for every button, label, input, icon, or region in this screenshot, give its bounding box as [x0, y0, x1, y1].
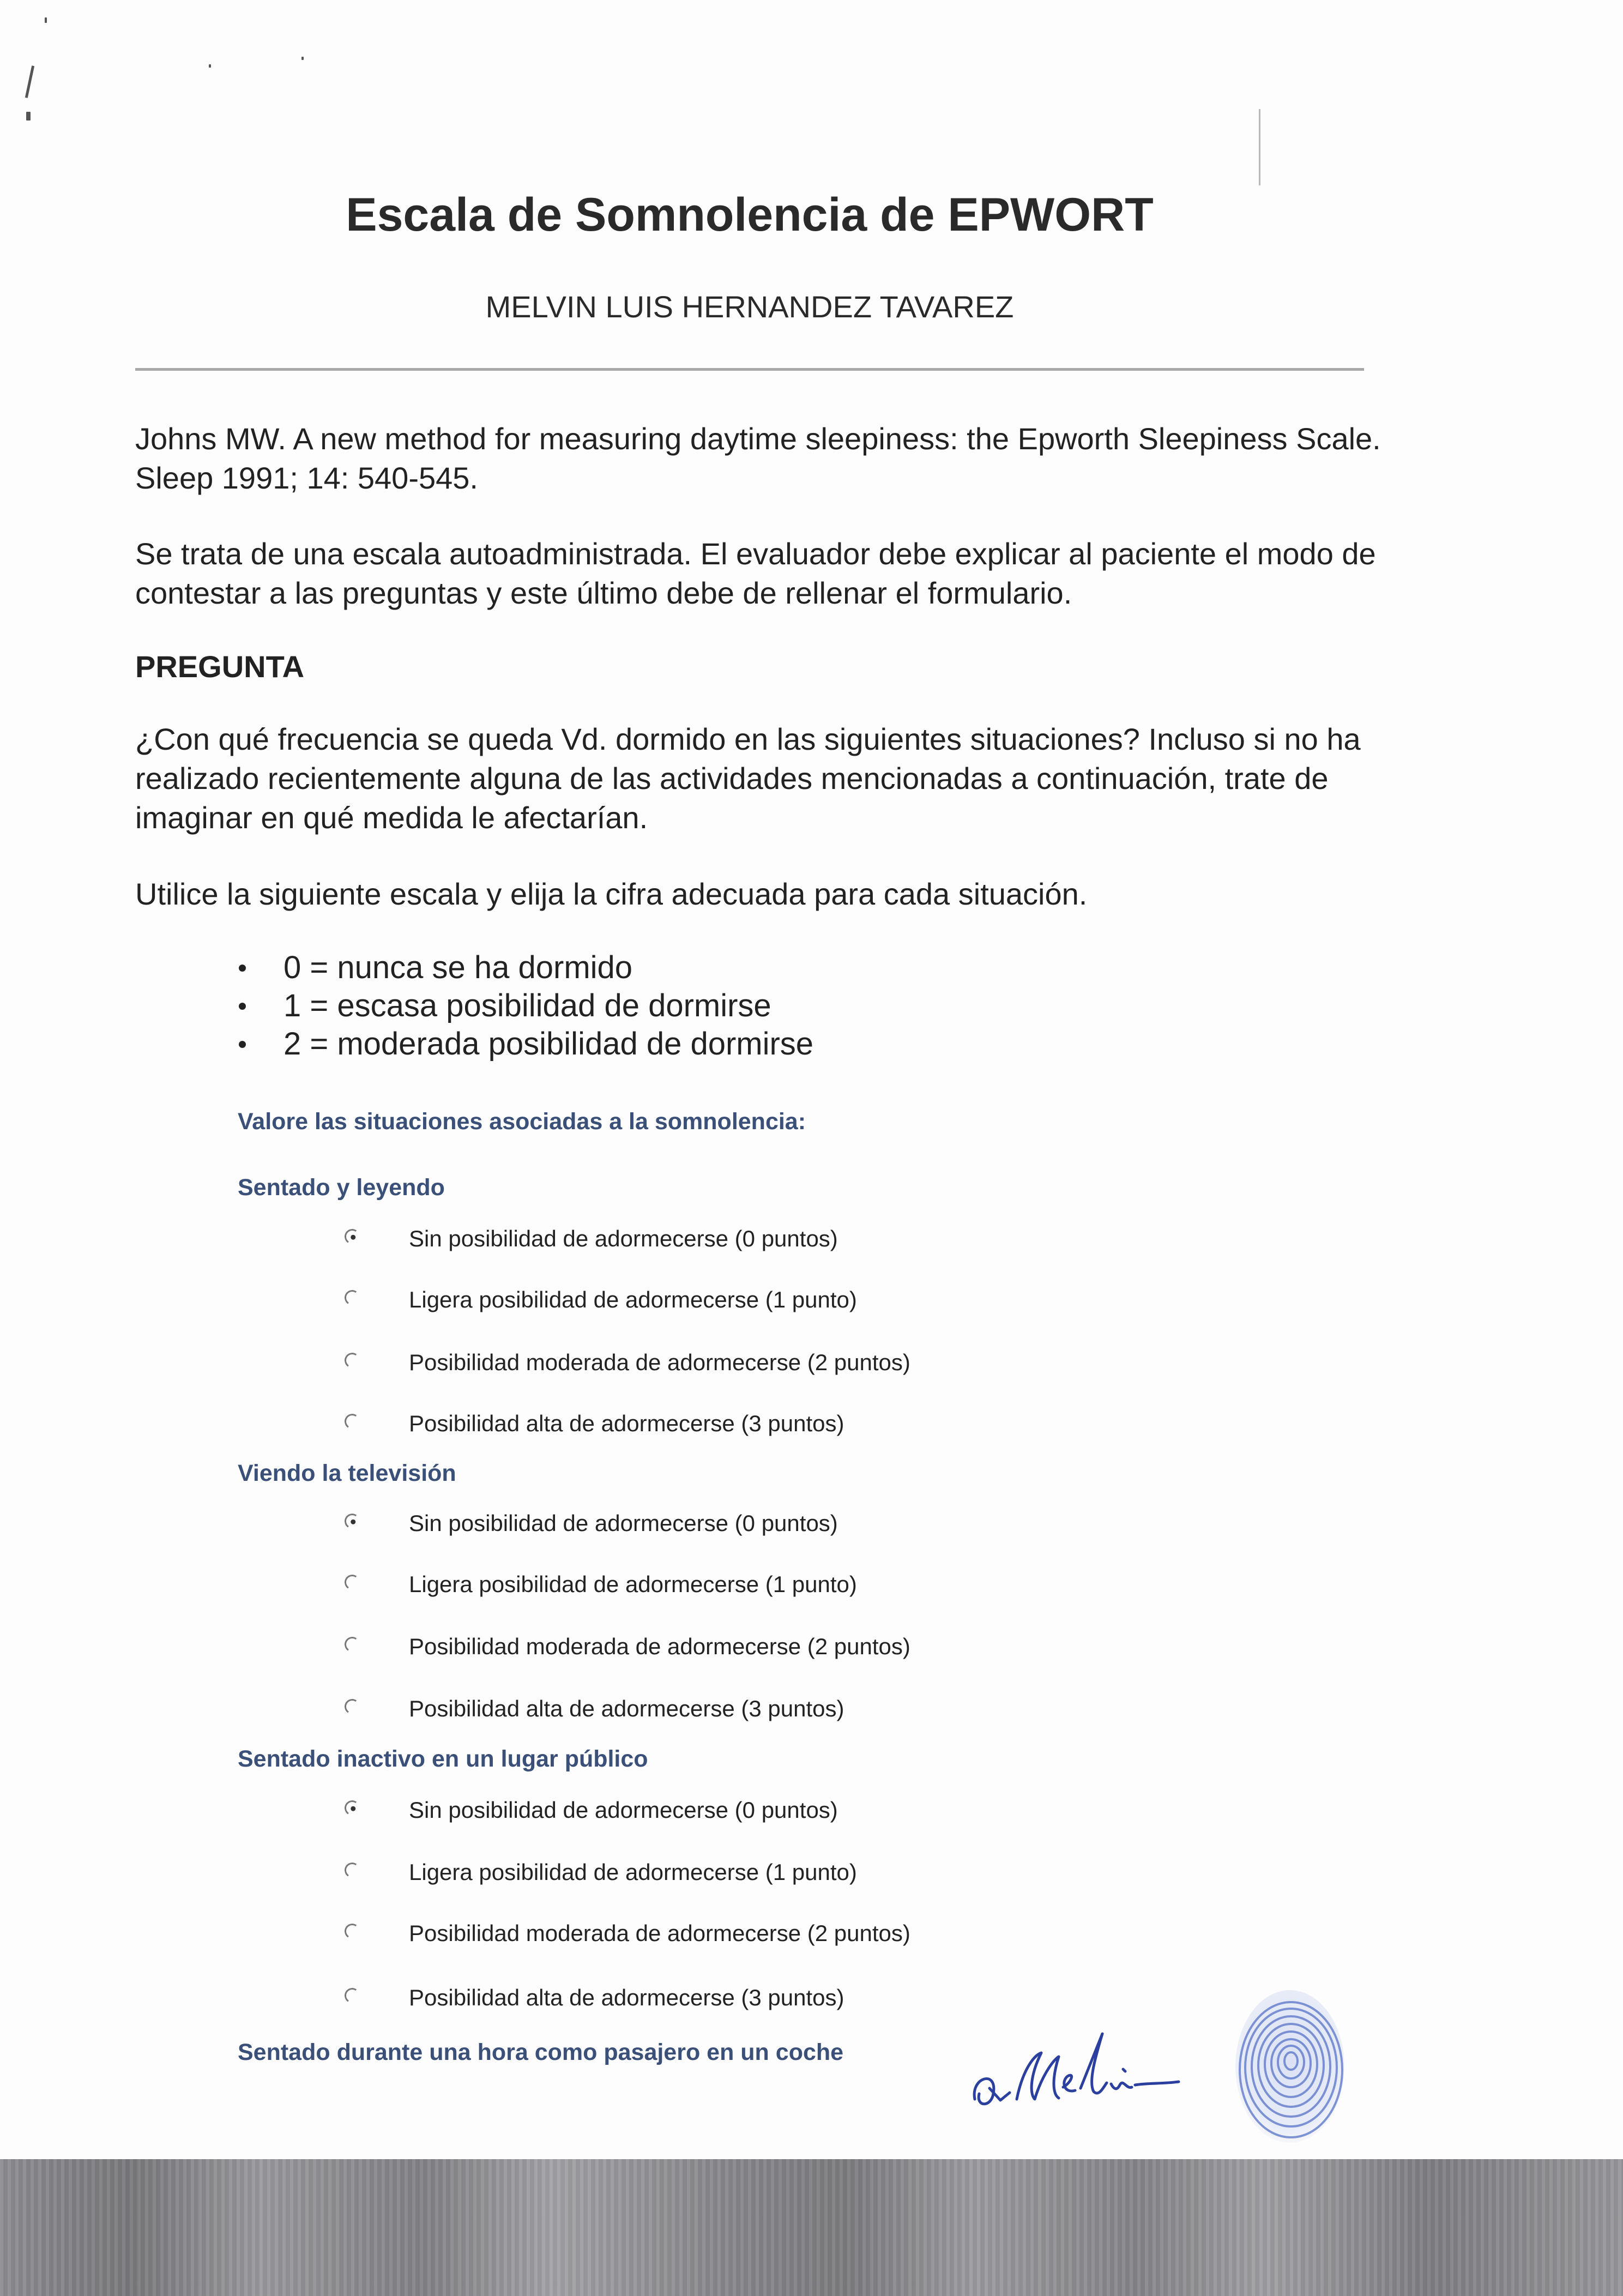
- radio-button[interactable]: [343, 1799, 361, 1817]
- scale-item: 2 = moderada posibilidad de dormirse: [283, 1025, 813, 1063]
- option-label: Posibilidad alta de adormecerse (3 puntos): [409, 1411, 844, 1436]
- option-label: Sin posibilidad de adormecerse (0 puntos): [409, 1226, 838, 1251]
- situation-label-public-place: Sentado inactivo en un lugar público: [238, 1746, 648, 1772]
- radio-button[interactable]: [343, 1861, 361, 1879]
- situation-label-tv: Viendo la televisión: [238, 1460, 456, 1486]
- patient-name: MELVIN LUIS HERNANDEZ TAVAREZ: [485, 290, 1014, 324]
- radio-button[interactable]: [343, 1574, 361, 1591]
- scale-item: 0 = nunca se ha dormido: [283, 949, 813, 987]
- bullet-icon: [239, 965, 246, 972]
- scan-speck: [25, 65, 34, 98]
- fingerprint-icon: [1230, 1990, 1350, 2159]
- radio-button[interactable]: [343, 1987, 361, 2004]
- scale-list: [283, 949, 813, 1063]
- bullet-icon: [239, 1041, 246, 1048]
- option-label: Sin posibilidad de adormecerse (0 puntos): [409, 1797, 838, 1823]
- option-label: Posibilidad alta de adormecerse (3 puntos): [409, 1985, 844, 2010]
- scan-speck: [209, 64, 211, 68]
- radio-button[interactable]: [343, 1636, 361, 1653]
- scan-edge-line: [1259, 109, 1260, 185]
- option-label: Posibilidad alta de adormecerse (3 puntos): [409, 1696, 844, 1721]
- radio-button[interactable]: [343, 1352, 361, 1369]
- scan-speck: [301, 57, 304, 60]
- situation-label-reading: Sentado y leyendo: [238, 1174, 445, 1201]
- instructions-paragraph: Se trata de una escala autoadministrada. El evaluador debe explicar al paciente el modo de contestar a las preguntas y este último debe de rellenar el formulario.: [135, 537, 1376, 610]
- header-divider: [135, 368, 1364, 371]
- scale-intro: Utilice la siguiente escala y elija la cifra adecuada para cada situación.: [135, 877, 1088, 911]
- bullet-icon: [239, 1003, 246, 1010]
- situation-label-car-passenger: Sentado durante una hora como pasajero en un coche: [238, 2039, 844, 2065]
- radio-button[interactable]: [343, 1512, 361, 1530]
- option-label: Ligera posibilidad de adormecerse (1 punto): [409, 1571, 857, 1597]
- option-label: Sin posibilidad de adormecerse (0 puntos): [409, 1510, 838, 1536]
- radio-button[interactable]: [343, 1923, 361, 1940]
- scan-speck: [45, 17, 47, 23]
- question-heading: PREGUNTA: [135, 649, 305, 684]
- question-paragraph: ¿Con qué frecuencia se queda Vd. dormido en las siguientes situaciones? Incluso si no ha realizado recientemente alguna de las actividades mencionadas a continuación, trate de imaginar en qué medida le afectarían.: [135, 722, 1361, 835]
- option-label: Ligera posibilidad de adormecerse (1 punto): [409, 1287, 857, 1312]
- radio-button[interactable]: [343, 1289, 361, 1306]
- scanner-background: [0, 2159, 1623, 2296]
- option-label: Posibilidad moderada de adormecerse (2 puntos): [409, 1920, 910, 1946]
- option-label: Posibilidad moderada de adormecerse (2 puntos): [409, 1349, 910, 1375]
- radio-button[interactable]: [343, 1228, 361, 1245]
- document-title: Escala de Somnolencia de EPWORT: [346, 189, 1154, 241]
- radio-button[interactable]: [343, 1698, 361, 1715]
- option-label: Posibilidad moderada de adormecerse (2 puntos): [409, 1634, 910, 1659]
- signature-icon: [960, 2017, 1221, 2116]
- scale-item: 1 = escasa posibilidad de dormirse: [283, 987, 813, 1025]
- radio-button[interactable]: [343, 1413, 361, 1430]
- reference-paragraph: Johns MW. A new method for measuring daytime sleepiness: the Epworth Sleepiness Scale. Sleep 1991; 14: 540-545.: [135, 421, 1381, 495]
- option-label: Ligera posibilidad de adormecerse (1 punto): [409, 1859, 857, 1885]
- scan-speck: [26, 112, 31, 120]
- form-heading: Valore las situaciones asociadas a la somnolencia:: [238, 1108, 806, 1135]
